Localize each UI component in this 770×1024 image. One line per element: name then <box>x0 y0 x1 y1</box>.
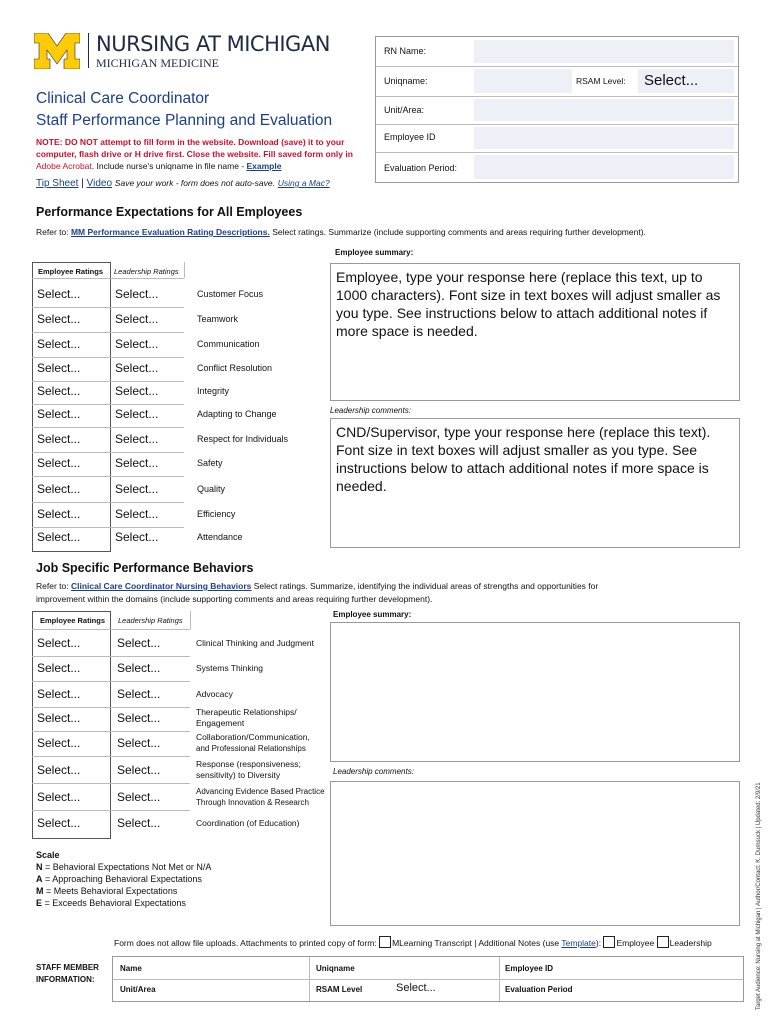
section1-refer <box>36 227 646 237</box>
section2-employee-ratings-header: Employee Ratings <box>40 616 106 625</box>
section1-header-divider <box>184 262 185 278</box>
staff-table-hline <box>113 979 743 980</box>
mlearning-text: MLearning Transcript | Additional Notes (use <box>392 938 562 948</box>
employee-rating-select[interactable]: Select... <box>37 337 81 351</box>
row-divider <box>32 476 184 477</box>
scale-text-a: = Approaching Behavioral Expectations <box>42 874 202 884</box>
mlearning-checkbox[interactable] <box>379 936 391 948</box>
staff-member-label <box>36 962 99 986</box>
employee-rating-select[interactable]: Select... <box>37 456 81 470</box>
staff-rsam-level-label: RSAM Level <box>316 985 363 994</box>
employee-rating-select[interactable]: Select... <box>37 530 81 544</box>
behavior-label: Response (responsiveness; <box>196 759 301 769</box>
employee-rating-select[interactable]: Select... <box>37 312 81 326</box>
row-divider <box>32 810 190 811</box>
employee-rating-select[interactable]: Select... <box>37 361 81 375</box>
employee-rating-select[interactable]: Select... <box>37 636 81 650</box>
behavior-label: Advocacy <box>196 689 233 699</box>
attachments-line <box>114 936 712 948</box>
scale-text-m: = Meets Behavioral Expectations <box>43 886 178 896</box>
behavior-label-cont: Through Innovation & Research <box>196 798 309 807</box>
leadership-rating-select[interactable]: Select... <box>117 661 161 675</box>
form-title-line1: Clinical Care Coordinator <box>36 90 210 107</box>
leadership-rating-select[interactable]: Select... <box>117 816 161 830</box>
note-suffix: . Include nurse's uniqname in file name - <box>91 161 247 171</box>
section2-header-divider <box>190 611 191 629</box>
section1-leadership-comments-box[interactable]: CND/Supervisor, type your response here (replace this text). Font size in text boxes will adjust smaller as you type. See instructions below to attach additional notes if more space is needed. <box>330 418 740 548</box>
employee-rating-select[interactable]: Select... <box>37 287 81 301</box>
download-note <box>36 136 371 172</box>
rating-descriptions-link[interactable]: MM Performance Evaluation Rating Descriptions. <box>70 227 270 237</box>
rsam-level-value: Select... <box>644 72 699 89</box>
using-mac-link[interactable]: Using a Mac? <box>277 178 330 188</box>
employee-rating-select[interactable]: Select... <box>37 736 81 750</box>
competency-label: Conflict Resolution <box>197 363 273 373</box>
scale-item-a <box>36 873 211 885</box>
leadership-rating-select[interactable]: Select... <box>115 530 159 544</box>
section1-employee-summary-box[interactable]: Employee, type your response here (replace this text, up to 1000 characters). Font size in text boxes will adjust smaller as you type. See instructions below to attach additional notes if more space is needed. <box>330 263 740 401</box>
leadership-rating-select[interactable]: Select... <box>115 456 159 470</box>
leadership-rating-select[interactable]: Select... <box>115 312 159 326</box>
scale-key-a: A <box>36 874 43 884</box>
scale-key-n: N <box>36 862 43 872</box>
section2-refer-suffix: Select ratings. Summarize, identifying the individual areas of strengths and opportunities for <box>251 581 599 591</box>
employee-id-row <box>376 124 738 153</box>
row-divider <box>32 731 190 732</box>
row-divider <box>32 427 184 428</box>
rn-name-field[interactable] <box>474 40 734 63</box>
staff-label-line2: INFORMATION: <box>36 975 95 984</box>
competency-label: Integrity <box>197 386 230 396</box>
scale-text-n: = Behavioral Expectations Not Met or N/A <box>42 862 212 872</box>
row-divider <box>32 404 184 405</box>
evaluation-period-field[interactable] <box>474 155 734 179</box>
behavior-label: Advancing Evidence Based Practice <box>196 787 325 796</box>
staff-info-table <box>112 956 744 1002</box>
employee-rating-select[interactable]: Select... <box>37 790 81 804</box>
employee-rating-select[interactable]: Select... <box>37 432 81 446</box>
leadership-rating-select[interactable]: Select... <box>115 337 159 351</box>
competency-label: Adapting to Change <box>197 409 277 419</box>
leadership-rating-select[interactable]: Select... <box>117 711 161 725</box>
employee-rating-select[interactable]: Select... <box>37 687 81 701</box>
video-link[interactable]: Video <box>86 178 113 189</box>
competency-label: Communication <box>197 339 260 349</box>
row-divider <box>32 681 190 682</box>
competency-label: Respect for Individuals <box>197 434 289 444</box>
staff-employee-id-label: Employee ID <box>505 964 554 973</box>
leadership-rating-select[interactable]: Select... <box>117 736 161 750</box>
behavior-label: Systems Thinking <box>196 663 263 673</box>
tip-sheet-link[interactable]: Tip Sheet <box>36 178 79 189</box>
section2-leadership-comments-label: Leadership comments: <box>333 767 414 776</box>
row-divider <box>32 357 184 358</box>
employee-id-field[interactable] <box>474 127 734 149</box>
employee-checkbox-label: Employee <box>616 938 655 948</box>
row-divider <box>32 756 190 757</box>
leadership-checkbox-label: Leadership <box>669 938 712 948</box>
section1-refer-prefix: Refer to: <box>36 227 71 237</box>
rsam-level-label: RSAM Level: <box>576 76 626 86</box>
leadership-rating-select[interactable]: Select... <box>117 790 161 804</box>
scale-item-n <box>36 861 211 873</box>
rating-scale <box>36 849 211 909</box>
section2-leadership-comments-box[interactable] <box>330 781 740 926</box>
note-prefix: NOTE: <box>36 137 63 147</box>
evaluation-period-row <box>376 152 738 182</box>
rsam-level-select[interactable] <box>638 69 734 93</box>
staff-table-vline2 <box>499 957 500 1001</box>
staff-rsam-level-select[interactable]: Select... <box>396 982 436 994</box>
rn-name-row <box>376 37 738 67</box>
scale-item-m <box>36 885 211 897</box>
competency-label: Efficiency <box>197 509 236 519</box>
behavior-label: Therapeutic Relationships/ <box>196 707 297 717</box>
rn-info-box <box>375 36 739 183</box>
employee-id-label: Employee ID <box>384 132 436 142</box>
help-links <box>36 178 330 189</box>
block-m-logo <box>34 33 80 69</box>
section1-heading: Performance Expectations for All Employees <box>36 205 303 219</box>
employee-rating-select[interactable]: Select... <box>37 763 81 777</box>
brand-divider <box>88 33 89 68</box>
brand-name: NURSING AT MICHIGAN <box>96 32 330 56</box>
uniqname-field[interactable] <box>474 69 572 93</box>
competency-label: Safety <box>197 458 223 468</box>
section2-heading: Job Specific Performance Behaviors <box>36 561 254 575</box>
unit-area-label: Unit/Area: <box>384 105 425 115</box>
section2-leadership-ratings-header: Leadership Ratings <box>118 616 183 625</box>
evaluation-period-label: Evaluation Period: <box>384 163 458 173</box>
row-divider <box>32 332 184 333</box>
leadership-rating-select[interactable]: Select... <box>117 763 161 777</box>
row-divider <box>32 502 184 503</box>
employee-rating-select[interactable]: Select... <box>37 384 81 398</box>
staff-evaluation-period-label: Evaluation Period <box>505 985 573 994</box>
example-link[interactable]: Example <box>246 161 282 171</box>
leadership-rating-select[interactable]: Select... <box>117 687 161 701</box>
scale-key-m: M <box>36 886 44 896</box>
uniqname-label: Uniqname: <box>384 76 428 86</box>
employee-rating-select[interactable]: Select... <box>37 661 81 675</box>
note-acrobat: Adobe Acrobat <box>36 161 92 171</box>
leadership-checkbox[interactable] <box>657 936 669 948</box>
section2-refer <box>36 581 598 591</box>
staff-uniqname-label: Uniqname <box>316 964 355 973</box>
section1-employee-ratings-header: Employee Ratings <box>38 267 104 276</box>
leadership-rating-select[interactable]: Select... <box>115 361 159 375</box>
staff-table-vline1 <box>309 957 310 1001</box>
leadership-rating-select[interactable]: Select... <box>115 287 159 301</box>
behavior-label: Collaboration/Communication, <box>196 732 310 742</box>
behavior-label-cont: Engagement <box>196 718 245 728</box>
staff-name-label: Name <box>120 964 142 973</box>
scale-text-e: = Exceeds Behavioral Expectations <box>42 898 186 908</box>
behavior-label: Clinical Thinking and Judgment <box>196 638 314 648</box>
section1-refer-suffix: Select ratings. Summarize (include supporting comments and areas requiring further development). <box>269 227 646 237</box>
uploads-text: Form does not allow file uploads. Attachments to printed copy of form: <box>114 938 380 948</box>
employee-rating-select[interactable]: Select... <box>37 407 81 421</box>
scale-title: Scale <box>36 850 60 860</box>
section2-refer-prefix: Refer to: <box>36 581 71 591</box>
leadership-rating-select[interactable]: Select... <box>117 636 161 650</box>
section2-header-line <box>32 629 190 630</box>
leadership-rating-select[interactable]: Select... <box>115 384 159 398</box>
employee-rating-select[interactable]: Select... <box>37 711 81 725</box>
close-paren: ): <box>595 938 604 948</box>
behavior-label-cont: and Professional Relationships <box>196 744 306 753</box>
competency-label: Attendance <box>197 532 243 542</box>
save-notice: Save your work - form does not auto-save. <box>114 178 275 188</box>
uniqname-row <box>376 66 738 97</box>
row-divider <box>32 381 184 382</box>
competency-label: Teamwork <box>197 314 239 324</box>
section2-refer-line2: improvement within the domains (include supporting comments and areas requiring further development). <box>36 594 433 604</box>
scale-item-e <box>36 897 211 909</box>
nursing-behaviors-link[interactable]: Clinical Care Coordinator Nursing Behaviors <box>70 581 252 591</box>
side-audience-note: Target Audience: Nursing at Michigan | Author/Contact: K. Durnsuck | Updated: 2/9/21 <box>756 782 762 1010</box>
row-divider <box>32 307 184 308</box>
section2-employee-summary-box[interactable] <box>330 622 740 762</box>
behavior-label: Coordination (of Education) <box>196 818 300 828</box>
row-divider <box>32 783 190 784</box>
section2-employee-summary-label: Employee summary: <box>333 610 412 619</box>
brand-subtitle: MICHIGAN MEDICINE <box>96 56 219 70</box>
row-divider <box>32 656 190 657</box>
section1-leadership-comments-label: Leadership comments: <box>330 406 411 415</box>
row-divider <box>32 527 184 528</box>
link-separator: | <box>81 178 84 189</box>
staff-label-line1: STAFF MEMBER <box>36 963 99 972</box>
employee-rating-select[interactable]: Select... <box>37 507 81 521</box>
unit-area-row <box>376 96 738 125</box>
scale-key-e: E <box>36 898 43 908</box>
section1-leadership-ratings-header: Leadership Ratings <box>114 267 179 276</box>
competency-label: Customer Focus <box>197 289 264 299</box>
employee-checkbox[interactable] <box>603 936 615 948</box>
rn-name-label: RN Name: <box>384 46 427 56</box>
unit-area-field[interactable] <box>474 99 734 121</box>
leadership-rating-select[interactable]: Select... <box>115 507 159 521</box>
employee-rating-select[interactable]: Select... <box>37 482 81 496</box>
note-text: DO NOT attempt to fill form in the website. Download (save) it to your computer, flash drive or H drive first. Close the website. Fill saved form only in <box>36 137 353 159</box>
leadership-rating-select[interactable]: Select... <box>115 482 159 496</box>
leadership-rating-select[interactable]: Select... <box>115 432 159 446</box>
staff-unit-area-label: Unit/Area <box>120 985 156 994</box>
row-divider <box>32 452 184 453</box>
template-link[interactable]: Template <box>561 938 596 948</box>
leadership-rating-select[interactable]: Select... <box>115 407 159 421</box>
section1-employee-summary-label: Employee summary: <box>335 248 414 257</box>
form-title-line2: Staff Performance Planning and Evaluation <box>36 112 333 129</box>
section1-header-line <box>32 278 184 279</box>
competency-label: Quality <box>197 484 226 494</box>
row-divider <box>32 707 190 708</box>
employee-rating-select[interactable]: Select... <box>37 816 81 830</box>
behavior-label-cont: sensitivity) to Diversity <box>196 770 281 780</box>
